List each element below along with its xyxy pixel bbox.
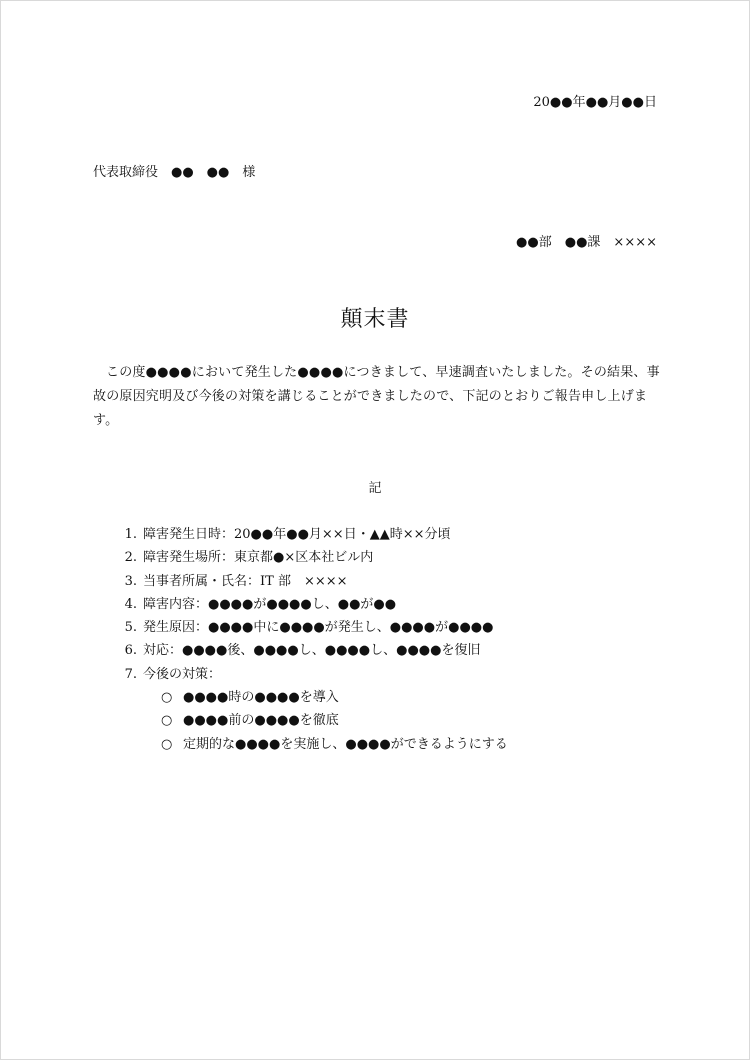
list-item [113,570,508,593]
list-item-number: 4. [124,596,137,612]
list-item [113,639,508,662]
list-item-text: 障害発生日時：20●●年●●月××日・▲▲時××分頃 [143,527,451,542]
list-item-number: 1. [124,527,137,542]
list-item-number: 7. [124,666,137,682]
countermeasures-list [113,686,508,756]
list-item-text: 障害内容：●●●●が●●●●し、●●が●● [143,596,397,612]
sender-name: ●●部 ●●課 ×××× [516,235,657,250]
document-date: 20●●年●●月●●日 [533,95,657,110]
sub-list-item [161,686,508,709]
sub-list-item-text: 定期的な●●●●を実施し、●●●●ができるようにする [183,736,508,752]
sub-list-item-text: ●●●●前の●●●●を徹底 [183,713,339,729]
circle-bullet-icon: ○ [161,713,173,729]
circle-bullet-icon: ○ [161,690,173,706]
sub-list-item [161,709,508,732]
list-item-number: 6. [124,643,137,659]
list-item-number: 3. [124,573,137,589]
report-items-list [113,523,508,756]
list-item-text: 障害発生場所：東京都●×区本社ビル内 [143,550,374,566]
body-paragraph: この度●●●●において発生した●●●●につきまして、早速調査いたしました。その結果、事故の原因究明及び今後の対策を講じることができましたので、下記のとおりご報告申し上げます。 [93,365,660,428]
list-item-number: 5. [124,620,137,636]
list-item-text: 発生原因：●●●●中に●●●●が発生し、●●●●が●●●● [143,620,494,636]
list-item [113,593,508,616]
list-item-text: 当事者所属・氏名：IT 部 ×××× [143,573,348,589]
sub-list-item [161,733,508,756]
list-item [113,546,508,569]
recipient-name: 代表取締役 ●● ●● 様 [93,165,256,180]
list-item-text: 対応：●●●●後、●●●●し、●●●●し、●●●●を復旧 [143,643,481,659]
list-item [113,616,508,639]
document-title: 顛末書 [340,307,410,332]
list-item-number: 2. [124,550,137,566]
list-item-text: 今後の対策： [143,666,222,682]
list-item [113,663,508,756]
sub-list-item-text: ●●●●時の●●●●を導入 [183,690,339,706]
list-item [113,523,508,546]
ki-heading: 記 [368,481,382,496]
circle-bullet-icon: ○ [161,736,173,752]
